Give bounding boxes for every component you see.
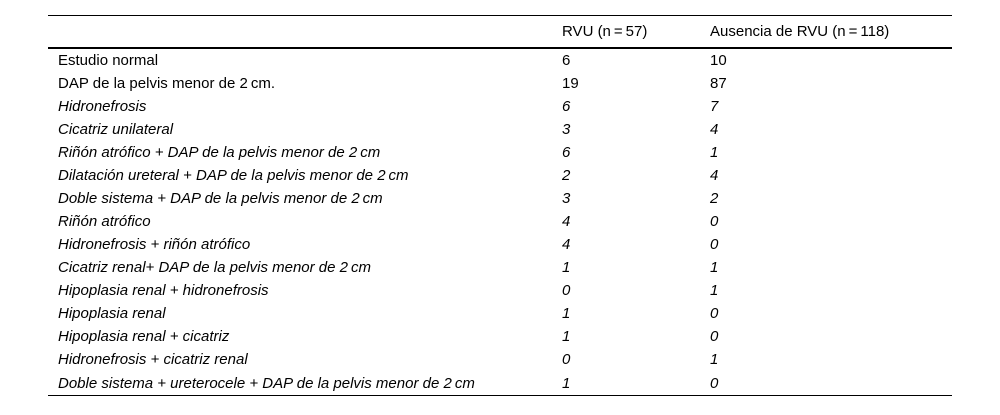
table-row (48, 72, 952, 95)
no-rvu-count: 1 (710, 282, 719, 299)
row-label: DAP de la pelvis menor de 2 cm. (58, 75, 275, 92)
rvu-count: 1 (562, 328, 571, 345)
rvu-count: 4 (562, 213, 571, 230)
rvu-count: 0 (562, 282, 571, 299)
table-header (48, 16, 952, 49)
rvu-count: 19 (562, 75, 579, 92)
rvu-count: 6 (562, 52, 571, 69)
header-row (48, 16, 952, 49)
no-rvu-count: 1 (710, 144, 719, 161)
row-label: Cicatriz renal+ DAP de la pelvis menor de 2 cm (58, 259, 371, 276)
row-label: Hidronefrosis + riñón atrófico (58, 236, 251, 253)
rvu-count: 3 (562, 121, 571, 138)
rvu-count: 0 (562, 351, 571, 368)
row-label: Riñón atrófico + DAP de la pelvis menor de 2 cm (58, 144, 381, 161)
row-label: Cicatriz unilateral (58, 121, 174, 138)
row-label: Estudio normal (58, 52, 159, 69)
row-label: Doble sistema + ureterocele + DAP de la pelvis menor de 2 cm (58, 374, 475, 392)
results-table (48, 15, 952, 396)
rvu-count: 6 (562, 144, 571, 161)
table-row (48, 325, 952, 348)
no-rvu-count: 0 (710, 213, 719, 230)
header-no-rvu: Ausencia de RVU (n = 118) (710, 23, 890, 40)
no-rvu-count: 10 (710, 52, 727, 69)
rvu-count: 4 (562, 236, 571, 253)
no-rvu-count: 0 (710, 305, 719, 322)
table-row (48, 279, 952, 302)
row-label: Hipoplasia renal + hidronefrosis (58, 282, 269, 299)
row-label: Riñón atrófico (58, 213, 151, 230)
no-rvu-count: 1 (710, 351, 719, 368)
row-label: Hidronefrosis + cicatriz renal (58, 351, 248, 368)
header-rvu: RVU (n = 57) (562, 23, 648, 40)
table-row (48, 210, 952, 233)
row-label: Hidronefrosis (58, 98, 147, 115)
no-rvu-count: 0 (710, 328, 719, 345)
table-row (48, 348, 952, 371)
table-row (48, 48, 952, 72)
rvu-count: 3 (562, 190, 571, 207)
row-label: Doble sistema + DAP de la pelvis menor de 2 cm (58, 190, 383, 207)
no-rvu-count: 1 (710, 259, 719, 276)
row-label: Hipoplasia renal (58, 305, 166, 322)
no-rvu-count: 0 (710, 374, 719, 392)
table-row (48, 256, 952, 279)
no-rvu-count: 2 (710, 190, 719, 207)
table-row (48, 141, 952, 164)
no-rvu-count: 0 (710, 236, 719, 253)
rvu-count: 1 (562, 305, 571, 322)
no-rvu-count: 4 (710, 121, 719, 138)
table-row (48, 164, 952, 187)
rvu-count: 1 (562, 374, 571, 392)
table-row (48, 187, 952, 210)
table-row (48, 302, 952, 325)
header-empty-cell (48, 16, 552, 49)
no-rvu-count: 7 (710, 98, 719, 115)
table-row (48, 233, 952, 256)
table-body (48, 48, 952, 396)
row-label: Hipoplasia renal + cicatriz (58, 328, 230, 345)
table-row (48, 95, 952, 118)
row-label: Dilatación ureteral + DAP de la pelvis menor de 2 cm (58, 167, 409, 184)
rvu-count: 6 (562, 98, 571, 115)
results-table-container (48, 15, 952, 396)
table-row (48, 371, 952, 396)
no-rvu-count: 4 (710, 167, 719, 184)
rvu-count: 1 (562, 259, 571, 276)
no-rvu-count: 87 (710, 75, 727, 92)
table-row (48, 118, 952, 141)
rvu-count: 2 (562, 167, 571, 184)
